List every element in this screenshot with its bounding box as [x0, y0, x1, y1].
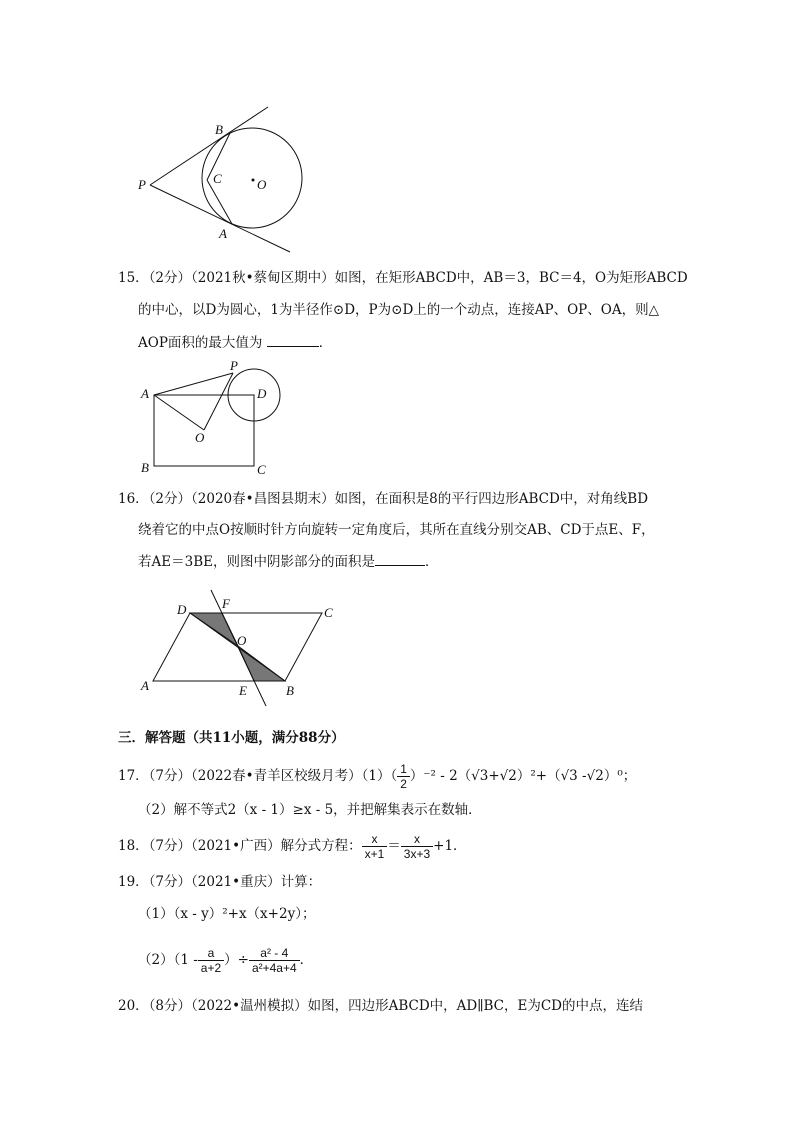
q18-score: （7分） [148, 838, 192, 854]
q19-text: 计算： [280, 874, 322, 890]
q19-score: （7分） [148, 874, 192, 890]
q19-number: 19． [118, 874, 149, 890]
q20-score: （8分） [148, 998, 192, 1014]
q19-frac1-num: a [198, 946, 224, 961]
q16-end: ． [424, 554, 439, 570]
q19-p2-mid: ）÷ [224, 952, 249, 968]
q15-text3: AOP面积的最大值为 [138, 335, 263, 351]
label-O: O [257, 177, 267, 192]
q16-label-C: C [324, 605, 333, 620]
q17-number: 17． [118, 768, 149, 784]
q17-source: （2022春•青羊区校级月考） [191, 768, 362, 784]
q18-lhs-num: x [362, 832, 388, 847]
q19-frac2 [249, 946, 300, 975]
q19-source: （2021•重庆） [191, 874, 281, 890]
q15-label-B: B [141, 460, 149, 475]
q17-line2: （2）解不等式2（x - 1）≥x - 5，并把解集表示在数轴． [138, 802, 482, 818]
q18-tail: +1． [433, 838, 467, 854]
q18-lhs-fraction [362, 832, 388, 861]
q15-source: （2021秋•蔡甸区期中） [191, 270, 335, 286]
q15-label-C: C [257, 462, 266, 477]
q15-score: （2分） [148, 270, 192, 286]
q16-number: 16． [118, 491, 149, 507]
label-B: B [215, 122, 223, 137]
q15-end: ． [318, 335, 333, 351]
q17-score: （7分） [148, 768, 192, 784]
q18-lhs-den: x+1 [364, 847, 385, 861]
q18-rhs-den: 3x+3 [403, 847, 431, 861]
q15-label-D: D [257, 386, 267, 401]
q15-label-P: P [230, 358, 238, 373]
q18-eq: ＝ [387, 838, 401, 854]
q17-frac-num: 1 [397, 762, 410, 777]
q16-label-E: E [239, 683, 247, 698]
q20-source: （2022•温州模拟） [191, 998, 308, 1014]
q16-label-D: D [177, 602, 187, 617]
question-20 [118, 996, 643, 1016]
q17-part1-prefix: （1）（ [361, 768, 398, 784]
q18-number: 18． [118, 838, 149, 854]
q18-rhs-num: x [401, 832, 433, 847]
q19-part2 [138, 946, 313, 975]
q15-label-A: A [141, 386, 149, 401]
q15-number: 15． [118, 270, 149, 286]
q16-line2: 绕着它的中点O按顺时针方向旋转一定角度后，其所在直线分别交AB、CD于点E、F， [138, 522, 655, 538]
q16-text3: 若AE＝3BE，则图中阴影部分的面积是 [138, 554, 375, 570]
q15-line2: 的中心，以D为圆心，1为半径作⊙D，P为⊙D上的一个动点，连接AP、OP、OA，则△ [138, 302, 659, 318]
q20-number: 20． [118, 998, 149, 1014]
q15-label-O: O [195, 430, 205, 445]
q19-p2-prefix: （2）（1 - [138, 952, 198, 968]
q16-label-F: F [222, 596, 230, 611]
q16-label-A: A [141, 678, 149, 693]
question-18 [118, 832, 467, 861]
section-3-title: 三．解答题（共11小题，满分88分） [118, 730, 345, 746]
q16-label-O: O [237, 633, 247, 648]
q17-line1 [118, 762, 636, 791]
q19-part1: （1）（x - y）²+x（x+2y）； [138, 906, 316, 922]
q19-frac2-num: a² - 4 [249, 946, 300, 961]
q17-frac-den: 2 [400, 777, 407, 791]
q17-fraction [397, 762, 410, 791]
q19-p2-end: ． [299, 952, 314, 968]
q16-text1: 如图，在面积是8的平行四边形ABCD中，对角线BD [334, 491, 649, 507]
q18-source: （2021•广西） [191, 838, 281, 854]
q15-text1: 如图，在矩形ABCD中，AB＝3，BC＝4，O为矩形ABCD [334, 270, 688, 286]
q16-score: （2分） [148, 491, 192, 507]
q20-text: 如图，四边形ABCD中，AD∥BC，E为CD的中点，连结 [307, 998, 643, 1014]
q18-rhs-fraction [401, 832, 433, 861]
label-P: P [138, 177, 146, 192]
q19-frac1-den: a+2 [200, 961, 222, 975]
label-A: A [219, 226, 227, 241]
q17-part1-rest: ）⁻² - 2（√3+√2）²+（√3 -√2）⁰； [409, 768, 637, 784]
q19-line1 [118, 872, 321, 892]
q18-text: 解分式方程： [280, 838, 362, 854]
q19-frac1 [198, 946, 224, 975]
q19-frac2-den: a²+4a+4 [251, 961, 297, 975]
q16-source: （2020春•昌图县期末） [191, 491, 335, 507]
q16-label-B: B [286, 683, 294, 698]
label-C: C [213, 171, 222, 186]
